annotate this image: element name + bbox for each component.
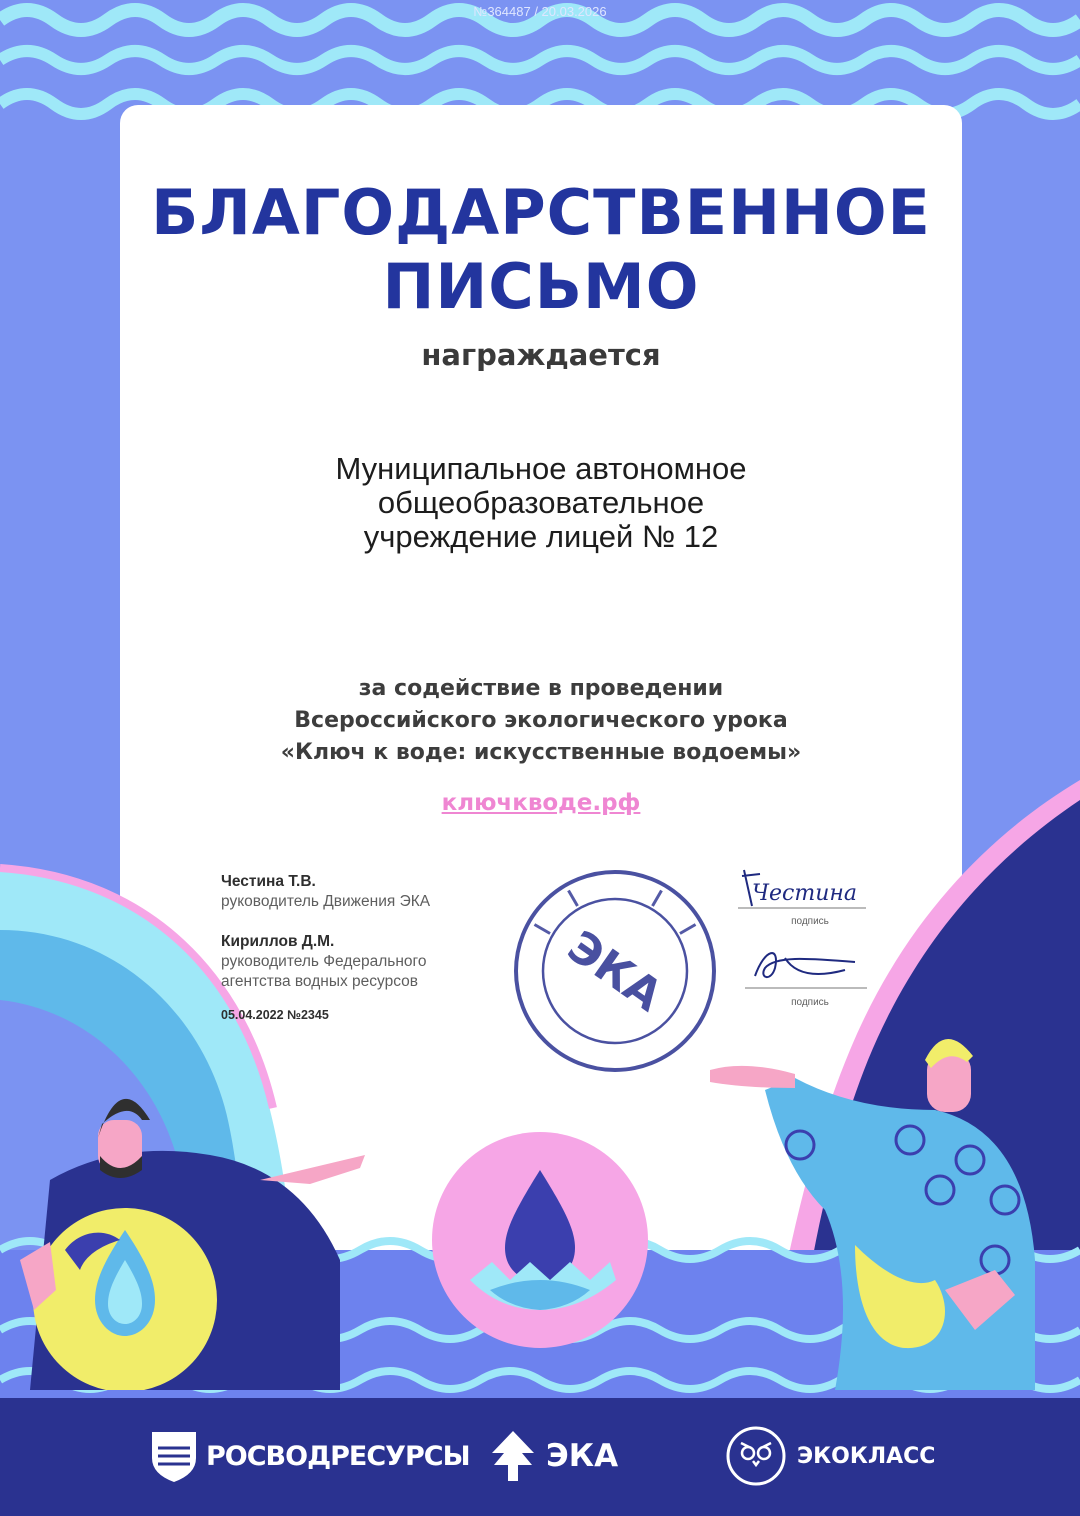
official-stamp — [512, 868, 718, 1074]
owl-icon — [725, 1425, 787, 1487]
signature-1-handwriting: Честина — [752, 881, 857, 906]
signature-2 — [745, 938, 870, 993]
ekoklass-label: ЭКОКЛАСС — [797, 1443, 936, 1469]
website-link[interactable]: ключкводе.рф — [441, 790, 641, 816]
signatory-1-name: Честина Т.В. — [221, 873, 316, 890]
title-line-2: ПИСЬМО — [382, 250, 700, 323]
rosvodresursy-logo — [150, 1424, 470, 1488]
signatory-2-role-line-2: агентства водных ресурсов — [221, 973, 418, 990]
recipient-line-2: общеобразовательное — [377, 485, 705, 520]
award-reason — [120, 673, 962, 769]
date-number: 05.04.2022 №2345 — [221, 1008, 329, 1022]
signatory-2 — [221, 932, 511, 992]
reason-line-3: «Ключ к воде: искусственные водоемы» — [280, 740, 802, 765]
reason-line-2: Всероссийского экологического урока — [294, 708, 788, 733]
eka-tree-icon — [488, 1429, 538, 1483]
left-character-illustration — [10, 1060, 390, 1390]
title-line-1: БЛАГОДАРСТВЕННОЕ — [151, 176, 931, 249]
signatory-1-role: руководитель Движения ЭКА — [221, 893, 431, 910]
recipient-line-3: учреждение лицей № 12 — [363, 519, 719, 554]
stamp-center-text: ЭКА — [558, 921, 672, 1022]
letter-title — [120, 176, 962, 324]
signature-1-caption: подпись — [791, 916, 829, 927]
reason-line-1: за содействие в проведении — [358, 676, 724, 701]
water-drop-emblem — [430, 1130, 650, 1350]
document-number: №364487 / 20.03.2026 — [473, 4, 607, 19]
eka-logo — [488, 1424, 618, 1488]
awarded-label: награждается — [421, 338, 661, 372]
ekoklass-logo — [725, 1424, 935, 1488]
signatory-2-name: Кириллов Д.М. — [221, 933, 335, 950]
recipient-line-1: Муниципальное автономное — [335, 451, 747, 486]
signature-1 — [738, 858, 868, 918]
shield-icon — [150, 1428, 198, 1484]
eka-label: ЭКА — [546, 1438, 619, 1474]
recipient-name — [120, 452, 962, 554]
right-character-illustration — [705, 1030, 1075, 1390]
signatory-1 — [221, 872, 511, 912]
signatory-2-role-line-1: руководитель Федерального — [221, 953, 427, 970]
rosvodresursy-label: РОСВОДРЕСУРСЫ — [206, 1440, 470, 1472]
signature-2-caption: подпись — [791, 997, 829, 1008]
